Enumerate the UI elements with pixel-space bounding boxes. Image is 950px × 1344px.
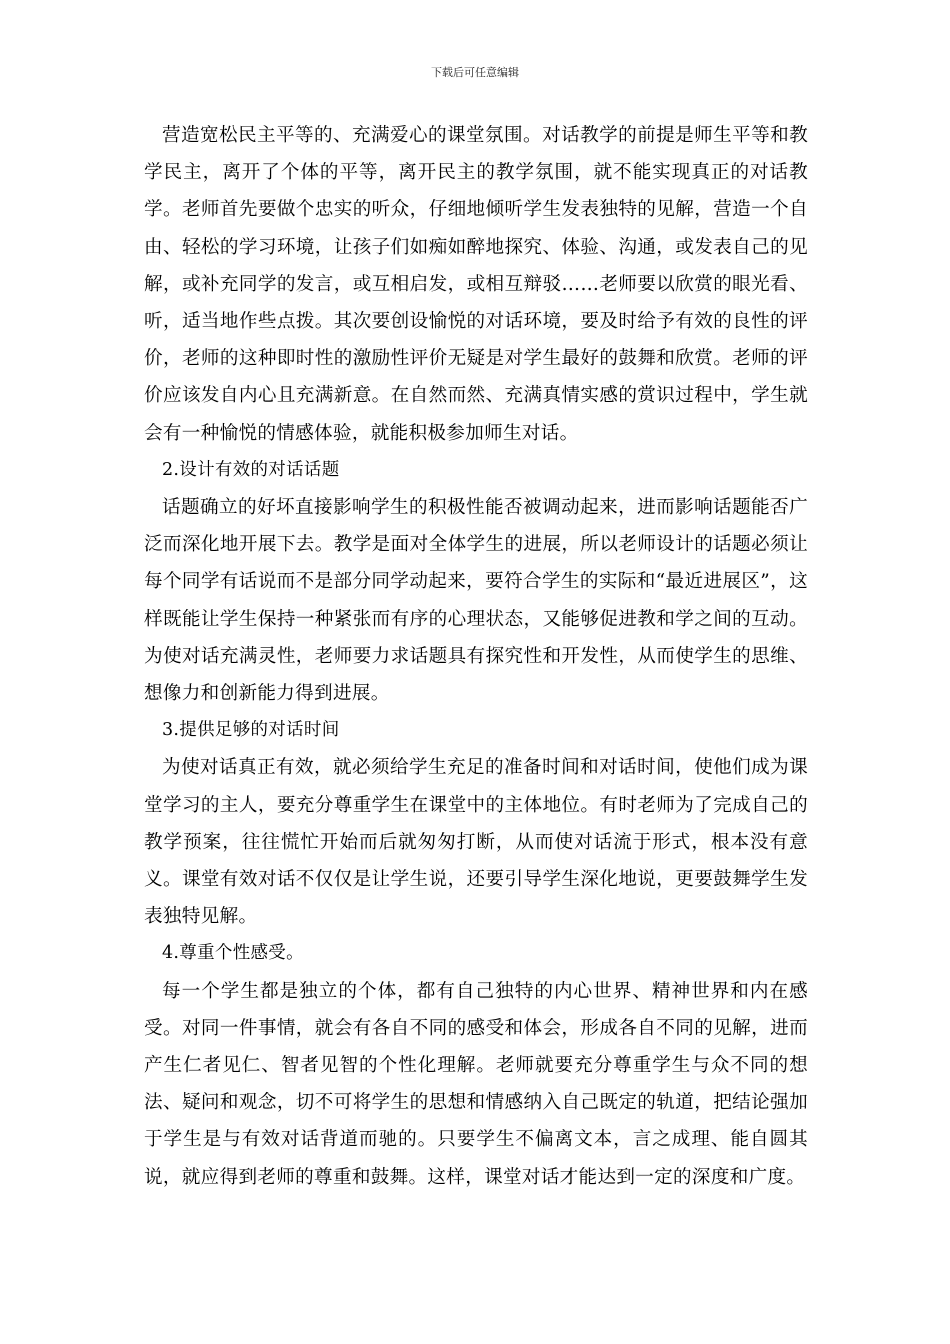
header-note: 下载后可任意编辑 [431,66,519,79]
section-heading-3: 3.提供足够的对话时间 [162,720,340,741]
section-heading-4: 4.尊重个性感受。 [162,943,304,964]
document-body [144,117,808,1196]
paragraph-respect-individuality: 每一个学生都是独立的个体，都有自己独特的内心世界、精神世界和内在感受。对同一件事情，就会有各自不同的感受和体会，形成各自不同的见解，进而产生仁者见仁、智者见智的个性化理解。老师就要充分尊重学生与众不同的想法、疑问和观念，切不可将学生的思想和情感纳入自己既定的轨道，把结论强加于学生是与有效对话背道而驰的。只要学生不偏离文本，言之成理、能自圆其说，就应得到老师的尊重和鼓舞。这样，课堂对话才能达到一定的深度和广度。 [144,980,808,1188]
paragraph-effective-topics: 话题确立的好坏直接影响学生的积极性能否被调动起来，进而影响话题能否广泛而深化地开展下去。教学是面对全体学生的进展，所以老师设计的话题必须让每个同学有话说而不是部分同学动起来，要符合学生的实际和“最近进展区”，这样既能让学生保持一种紧张而有序的心理状态，又能够促进教和学之间的互动。为使对话充满灵性，老师要力求话题具有探究性和开发性，从而使学生的思维、想像力和创新能力得到进展。 [144,497,808,705]
section-heading-2: 2.设计有效的对话话题 [162,459,340,480]
paragraph-classroom-atmosphere: 营造宽松民主平等的、充满爱心的课堂氛围。对话教学的前提是师生平等和教学民主，离开了个体的平等，离开民主的教学氛围，就不能实现真正的对话教学。老师首先要做个忠实的听众，仔细地倾听学生发表独特的见解，营造一个自由、轻松的学习环境，让孩子们如痴如醉地探究、体验、沟通，或发表自己的见解，或补充同学的发言，或互相启发，或相互辩驳……老师要以欣赏的眼光看、听，适当地作些点拨。其次要创设愉悦的对话环境，要及时给予有效的良性的评价，老师的这种即时性的激励性评价无疑是对学生最好的鼓舞和欣赏。老师的评价应该发自内心且充满新意。在自然而然、充满真情实感的赏识过程中，学生就会有一种愉悦的情感体验，就能积极参加师生对话。 [144,125,808,444]
paragraph-dialogue-time: 为使对话真正有效，就必须给学生充足的准备时间和对话时间，使他们成为课堂学习的主人，要充分尊重学生在课堂中的主体地位。有时老师为了完成自己的教学预案，往往慌忙开始而后就匆匆打断，从而使对话流于形式，根本没有意义。课堂有效对话不仅仅是让学生说，还要引导学生深化地说，更要鼓舞学生发表独特见解。 [144,757,808,928]
